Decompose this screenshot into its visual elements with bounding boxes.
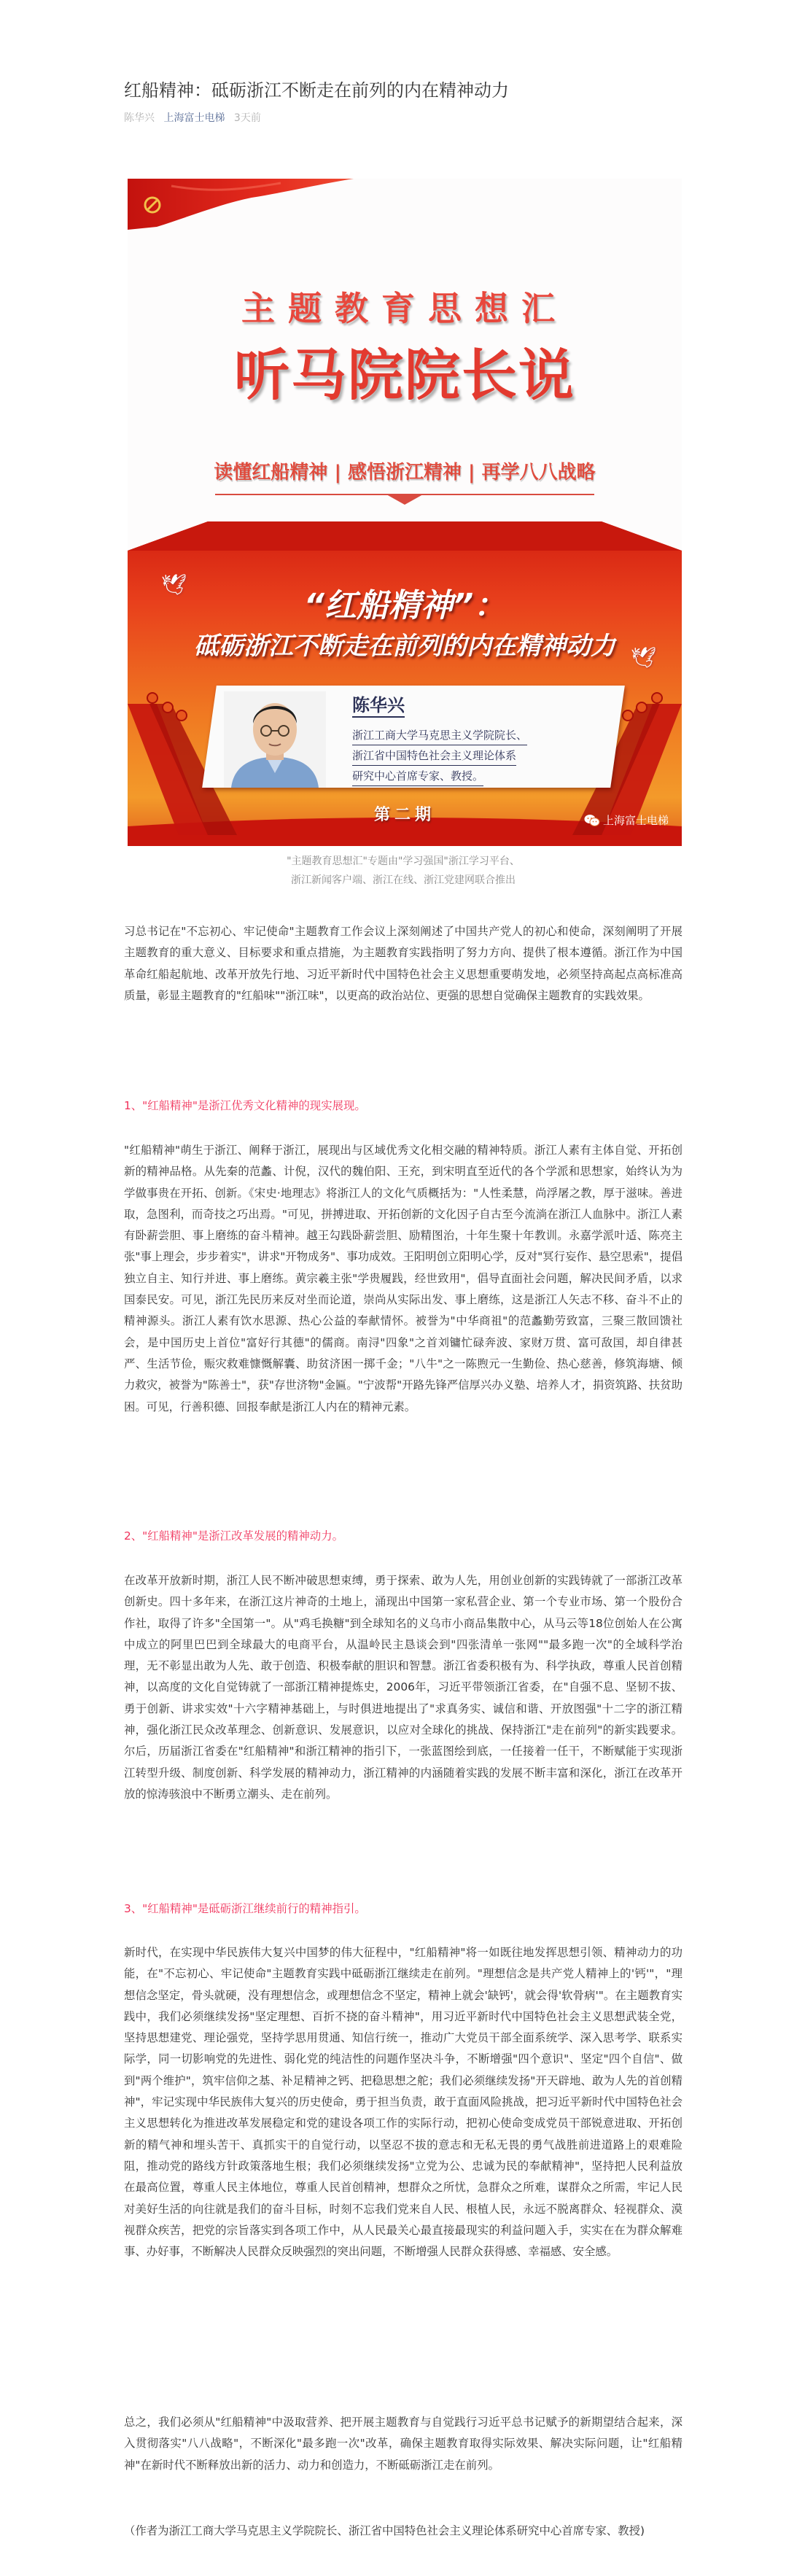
article-title: 红船精神：砥砺浙江不断走在前列的内在精神动力 — [124, 80, 509, 101]
section-heading-3: 3、"红船精神"是砥砺浙江继续前行的精神指引。 — [124, 1902, 366, 1915]
wechat-watermark — [584, 813, 669, 828]
poster-tagline: 读懂红船精神 | 感悟浙江精神 | 再学八八战略 — [214, 462, 596, 484]
dove-icon: 🕊 — [161, 573, 187, 597]
poster-main-title: 听马院院长说 — [234, 343, 575, 408]
issue-number: 第二期 — [373, 806, 435, 824]
poster-series-title: 主题教育思想汇 — [241, 289, 568, 328]
section-body-1: "红船精神"萌生于浙江、阐释于浙江，展现出与区域优秀文化相交融的精神特质。浙江人素有主体自觉、开拓创新的精神品格。从先秦的范蠡、计倪，汉代的魏伯阳、王充，到宋明直至近代的各个学派和思想家，始终认为为学做事贵在开拓、创新。《宋史·地理志》将浙江人的文化气质概括为："人性柔慧，尚浮屠之教，厚于滋味。善进取，急图利，而奇技之巧出焉。"可见，拼搏进取、开拓创新的文化因子自古至今流淌在浙江人血脉中。浙江人素有卧薪尝胆、事上磨练的奋斗精神。越王勾践卧薪尝胆、励精图治，十年生聚十年教训。永嘉学派叶适、陈亮主张"事上理会，步步着实"，讲求"开物成务"、事功成效。王阳明创立阳明心学，反对"冥行妄作、悬空思索"，提倡独立自主、知行并进、事上磨练。黄宗羲主张"学贵履践，经世致用"，倡导直面社会问题，解决民间矛盾，以求国泰民安。可见，浙江先民历来反对坐而论道，崇尚从实际出发、事上磨练，这是浙江人矢志不移、奋斗不止的精神源头。浙江人素有饮水思源、热心公益的奉献情怀。被誉为"中华商祖"的范蠡勤劳致富，三聚三散回馈社会，是中国历史上首位"富好行其德"的儒商。南浔"四象"之首刘镛忙碌奔波、家财万贯、富可敌国，却自律甚严、生活节俭，赈灾救难慷慨解囊、助贫济困一掷千金；"八牛"之一陈煦元一生勤俭、热心慈善，修筑海塘、倾力救灾，被誉为"陈善士"，获"存世济物"金匾。"宁波帮"开路先锋严信厚兴办义塾、培养人才，捐资筑路、扶贫助困。可见，行善积德、回报奉献是浙江人内在的精神元素。 — [124, 1144, 682, 1413]
author-portrait — [224, 691, 326, 788]
profile-card — [202, 686, 625, 788]
caption-line: 浙江新闻客户端、浙江在线、浙江党建网联合推出 — [291, 874, 516, 886]
author-note: （作者为浙江工商大学马克思主义学院院长、浙江省中国特色社会主义理论体系研究中心首席专家、教授) — [124, 2524, 645, 2537]
red-panel-background — [128, 521, 682, 846]
panel-title: “红船精神”： — [303, 587, 506, 624]
conclusion-paragraph: 总之，我们必须从"红船精神"中汲取营养、把开展主题教育与自觉践行习近平总书记赋予的新期望结合起来，深入贯彻落实"八八战略"，不断深化"最多跑一次"改革，确保主题教育取得实际效果、解决实际问题，让"红船精神"在新时代不断释放出新的活力、动力和创造力，不断砥砺浙江走在前列。 — [124, 2416, 682, 2472]
profile-desc-line: 研究中心首席专家、教授。 — [352, 767, 483, 786]
banner-poster — [128, 179, 682, 846]
section-heading-1: 1、"红船精神"是浙江优秀文化精神的现实展现。 — [124, 1099, 366, 1112]
account-link[interactable]: 上海富士电梯 — [163, 112, 225, 124]
caption-line: "主题教育思想汇"专题由"学习强国"浙江学习平台、 — [287, 856, 520, 867]
profile-desc-line: 浙江工商大学马克思主义学院院长、 — [352, 726, 527, 745]
panel-subtitle: 砥砺浙江不断走在前列的内在精神动力 — [194, 632, 615, 661]
section-body-2: 在改革开放新时期，浙江人民不断冲破思想束缚，勇于探索、敢为人先，用创业创新的实践铸就了一部浙江改革创新史。四十多年来，在浙江这片神奇的土地上，涌现出中国第一家私营企业、第一个专业市场、第一个股份合作社，取得了许多"全国第一"。从"鸡毛换糖"到全球知名的义乌市小商品集散中心，从马云等18位创始人在公寓中成立的阿里巴巴到全球最大的电商平台，从温岭民主恳谈会到"四张清单一张网""最多跑一次"的全域科学治理，无不彰显出敢为人先、敢于创造、积极奉献的胆识和智慧。浙江省委积极有为、科学执政，尊重人民首创精神，以高度的文化自觉铸就了一部浙江精神提炼史，2006年，习近平带领浙江省委，在"自强不息、坚韧不拔、勇于创新、讲求实效"十六字精神基础上，与时俱进地提出了"求真务实、诚信和谐、开放图强"十二字的浙江精神，强化浙江民众改革理念、创新意识、发展意识，以应对全球化的挑战、保持浙江"走在前列"的新实践要求。尔后，历届浙江省委在"红船精神"和浙江精神的指引下，一张蓝图绘到底，一任接着一任干，不断赋能于实现浙江转型升级、制度创新、科学发展的精神动力，浙江精神的内涵随着实践的发展不断丰富和深化，浙江在改革开放的惊涛骇浪中不断勇立潮头、走在前列。 — [124, 1574, 682, 1801]
dove-icon: 🕊 — [631, 645, 657, 670]
watermark-text: 上海富士电梯 — [602, 814, 669, 827]
image-caption — [124, 852, 682, 890]
poster-red-panel — [128, 521, 682, 846]
article-meta — [124, 109, 261, 127]
author-name: 陈华兴 — [124, 112, 155, 124]
intro-paragraph: 习总书记在"不忘初心、牢记使命"主题教育工作会议上深刻阐述了中国共产党人的初心和使命，深刻阐明了开展主题教育的重大意义、目标要求和重点措施，为主题教育实践指明了努力方向、提供了根本遵循。浙江作为中国革命红船起航地、改革开放先行地、习近平新时代中国特色社会主义思想重要萌发地，必须坚持高起点高标准高质量，彰显主题教育的"红船味""浙江味"，以更高的政治站位、更强的思想自觉确保主题教育的实践效果。 — [124, 925, 682, 1002]
profile-name: 陈华兴 — [352, 694, 405, 718]
wechat-icon — [584, 814, 600, 827]
section-body-3: 新时代，在实现中华民族伟大复兴中国梦的伟大征程中，"红船精神"将一如既往地发挥思想引领、精神动力的功能，在"不忘初心、牢记使命"主题教育实践中砥砺浙江继续走在前列。"理想信念是共产党人精神上的'钙'"，"理想信念坚定，骨头就硬，没有理想信念，或理想信念不坚定，精神上就会'缺钙'，就会得'软骨病'"。在主题教育实践中，我们必须继续发扬"坚定理想、百折不挠的奋斗精神"，用习近平新时代中国特色社会主义思想武装全党，坚持思想建党、理论强党，坚持学思用贯通、知信行统一，推动广大党员干部全面系统学、深入思考学、联系实际学，同一切影响党的先进性、弱化党的纯洁性的问题作坚决斗争，不断增强"四个意识"、坚定"四个自信"、做到"两个维护"，筑牢信仰之基、补足精神之钙、把稳思想之舵；我们必须继续发扬"开天辟地、敢为人先的首创精神"，牢记实现中华民族伟大复兴的历史使命，勇于担当负责，敢于直面风险挑战，把习近平新时代中国特色社会主义思想转化为推进改革发展稳定和党的建设各项工作的实际行动，把初心使命变成党员干部锐意进取、开拓创新的精气神和埋头苦干、真抓实干的自觉行动，以坚忍不拔的意志和无私无畏的勇气战胜前进道路上的艰难险阻，推动党的路线方针政策落地生根；我们必须继续发扬"立党为公、忠诚为民的奉献精神"，坚持把人民利益放在最高位置，尊重人民主体地位，尊重人民首创精神，想群众之所忧，急群众之所难，谋群众之所需，牢记人民对美好生活的向往就是我们的奋斗目标，时刻不忘我们党来自人民、根植人民，永远不脱离群众、轻视群众、漠视群众疾苦，把党的宗旨落实到各项工作中，从人民最关心最直接最现实的利益问题入手，实实在在为群众解难事、办好事，不断解决人民群众反映强烈的突出问题，不断增强人民群众获得感、幸福感、安全感。 — [124, 1946, 682, 2259]
poster-header — [128, 179, 682, 484]
profile-description — [352, 725, 600, 786]
profile-desc-line: 浙江省中国特色社会主义理论体系 — [352, 747, 516, 766]
publish-time: 3天前 — [233, 112, 261, 124]
section-heading-2: 2、"红船精神"是浙江改革发展的精神动力。 — [124, 1529, 343, 1543]
tagline-notch-icon — [386, 494, 423, 505]
